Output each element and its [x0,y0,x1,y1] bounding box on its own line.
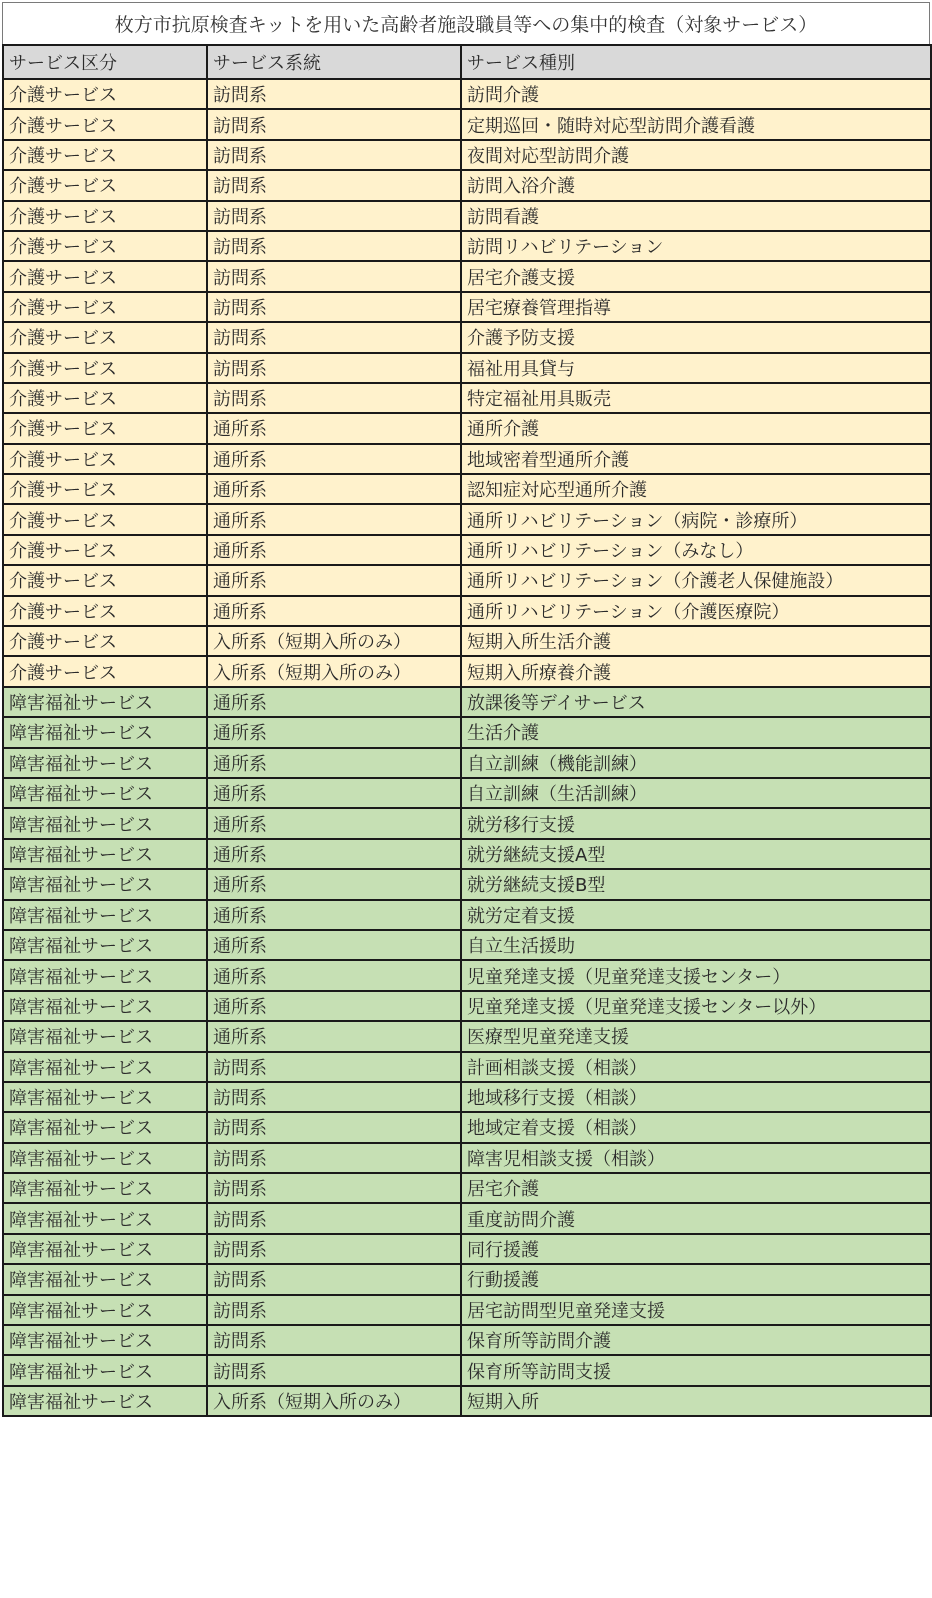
cell-system: 訪問系 [207,1143,461,1173]
cell-system: 通所系 [207,413,461,443]
table-row [3,109,931,139]
cell-type: 就労継続支援A型 [461,839,931,869]
cell-system: 訪問系 [207,1264,461,1294]
table-row [3,1295,931,1325]
cell-type: 訪問看護 [461,201,931,231]
cell-type: 放課後等デイサービス [461,687,931,717]
cell-system: 訪問系 [207,1173,461,1203]
cell-category: 介護サービス [3,535,207,565]
cell-type: 居宅訪問型児童発達支援 [461,1295,931,1325]
table-row [3,565,931,595]
cell-category: 介護サービス [3,353,207,383]
cell-category: 障害福祉サービス [3,687,207,717]
cell-system: 通所系 [207,596,461,626]
cell-system: 訪問系 [207,201,461,231]
table-row [3,808,931,838]
cell-type: 通所リハビリテーション（みなし） [461,535,931,565]
cell-system: 通所系 [207,687,461,717]
cell-category: 障害福祉サービス [3,748,207,778]
table-row [3,991,931,1021]
cell-system: 訪問系 [207,322,461,352]
cell-category: 障害福祉サービス [3,1021,207,1051]
table-row [3,1203,931,1233]
cell-system: 訪問系 [207,1234,461,1264]
cell-category: 障害福祉サービス [3,839,207,869]
table-row [3,413,931,443]
cell-system: 通所系 [207,839,461,869]
cell-system: 訪問系 [207,79,461,109]
cell-type: 地域移行支援（相談） [461,1082,931,1112]
table-row [3,960,931,990]
cell-category: 障害福祉サービス [3,1234,207,1264]
cell-category: 障害福祉サービス [3,1203,207,1233]
cell-type: 地域密着型通所介護 [461,444,931,474]
table-row [3,1264,931,1294]
table-title: 枚方市抗原検査キットを用いた高齢者施設職員等への集中的検査（対象サービス） [2,2,930,44]
cell-category: 障害福祉サービス [3,1052,207,1082]
cell-system: 通所系 [207,717,461,747]
table-row [3,353,931,383]
cell-category: 介護サービス [3,565,207,595]
table-row [3,778,931,808]
cell-type: 夜間対応型訪問介護 [461,140,931,170]
cell-system: 通所系 [207,900,461,930]
table-row [3,1173,931,1203]
cell-category: 介護サービス [3,292,207,322]
cell-system: 訪問系 [207,231,461,261]
cell-type: 行動援護 [461,1264,931,1294]
cell-type: 短期入所療養介護 [461,656,931,686]
cell-category: 介護サービス [3,596,207,626]
cell-category: 介護サービス [3,474,207,504]
cell-category: 介護サービス [3,140,207,170]
cell-category: 介護サービス [3,504,207,534]
cell-system: 訪問系 [207,292,461,322]
cell-type: 通所リハビリテーション（介護医療院） [461,596,931,626]
cell-system: 訪問系 [207,1203,461,1233]
cell-system: 訪問系 [207,1295,461,1325]
cell-category: 障害福祉サービス [3,1386,207,1416]
cell-type: 通所リハビリテーション（病院・診療所） [461,504,931,534]
cell-type: 就労継続支援B型 [461,869,931,899]
table-row [3,474,931,504]
cell-category: 介護サービス [3,79,207,109]
cell-system: 通所系 [207,565,461,595]
cell-type: 児童発達支援（児童発達支援センター以外） [461,991,931,1021]
table-row [3,1386,931,1416]
cell-category: 介護サービス [3,444,207,474]
cell-type: 生活介護 [461,717,931,747]
cell-type: 訪問リハビリテーション [461,231,931,261]
table-row [3,231,931,261]
table-row [3,930,931,960]
cell-category: 障害福祉サービス [3,1355,207,1385]
cell-type: 短期入所生活介護 [461,626,931,656]
table-row [3,656,931,686]
table-row [3,1325,931,1355]
cell-category: 介護サービス [3,413,207,443]
header-row [3,45,931,79]
cell-system: 訪問系 [207,170,461,200]
header-system: サービス系統 [207,45,461,79]
cell-type: 保育所等訪問介護 [461,1325,931,1355]
cell-category: 障害福祉サービス [3,778,207,808]
cell-category: 障害福祉サービス [3,717,207,747]
cell-system: 通所系 [207,991,461,1021]
cell-system: 入所系（短期入所のみ） [207,1386,461,1416]
table-row [3,79,931,109]
cell-category: 介護サービス [3,656,207,686]
cell-type: 訪問介護 [461,79,931,109]
cell-type: 医療型児童発達支援 [461,1021,931,1051]
cell-type: 訪問入浴介護 [461,170,931,200]
cell-type: 通所リハビリテーション（介護老人保健施設） [461,565,931,595]
cell-system: 訪問系 [207,1355,461,1385]
cell-type: 特定福祉用具販売 [461,383,931,413]
cell-system: 通所系 [207,444,461,474]
cell-category: 介護サービス [3,322,207,352]
table-row [3,444,931,474]
cell-category: 障害福祉サービス [3,1295,207,1325]
cell-system: 訪問系 [207,383,461,413]
cell-system: 訪問系 [207,1325,461,1355]
cell-type: 居宅介護 [461,1173,931,1203]
cell-type: 自立訓練（機能訓練） [461,748,931,778]
header-type: サービス種別 [461,45,931,79]
cell-system: 訪問系 [207,1052,461,1082]
cell-category: 介護サービス [3,383,207,413]
cell-type: 地域定着支援（相談） [461,1112,931,1142]
table-row [3,596,931,626]
cell-category: 障害福祉サービス [3,1082,207,1112]
cell-category: 介護サービス [3,201,207,231]
table-row [3,869,931,899]
table-row [3,839,931,869]
cell-system: 通所系 [207,778,461,808]
service-table-sheet [2,2,930,1417]
cell-system: 通所系 [207,960,461,990]
cell-category: 障害福祉サービス [3,1325,207,1355]
cell-category: 障害福祉サービス [3,869,207,899]
cell-system: 通所系 [207,535,461,565]
cell-category: 介護サービス [3,231,207,261]
cell-category: 障害福祉サービス [3,900,207,930]
table-row [3,201,931,231]
cell-system: 訪問系 [207,261,461,291]
table-row [3,170,931,200]
cell-type: 自立訓練（生活訓練） [461,778,931,808]
table-row [3,292,931,322]
table-body [3,79,931,1416]
table-row [3,1355,931,1385]
cell-category: 介護サービス [3,261,207,291]
table-row [3,1112,931,1142]
cell-category: 障害福祉サービス [3,808,207,838]
cell-type: 児童発達支援（児童発達支援センター） [461,960,931,990]
cell-system: 入所系（短期入所のみ） [207,626,461,656]
cell-type: 認知症対応型通所介護 [461,474,931,504]
table-row [3,504,931,534]
cell-type: 障害児相談支援（相談） [461,1143,931,1173]
table-row [3,748,931,778]
header-category: サービス区分 [3,45,207,79]
cell-type: 保育所等訪問支援 [461,1355,931,1385]
cell-type: 定期巡回・随時対応型訪問介護看護 [461,109,931,139]
table-row [3,1052,931,1082]
cell-system: 通所系 [207,1021,461,1051]
cell-system: 訪問系 [207,1112,461,1142]
cell-category: 介護サービス [3,626,207,656]
cell-type: 福祉用具貸与 [461,353,931,383]
cell-type: 通所介護 [461,413,931,443]
cell-system: 通所系 [207,808,461,838]
cell-type: 就労定着支援 [461,900,931,930]
cell-type: 就労移行支援 [461,808,931,838]
table-row [3,1082,931,1112]
table-row [3,322,931,352]
table-row [3,626,931,656]
cell-category: 障害福祉サービス [3,1143,207,1173]
table-row [3,687,931,717]
cell-category: 障害福祉サービス [3,1173,207,1203]
cell-system: 通所系 [207,930,461,960]
cell-category: 障害福祉サービス [3,930,207,960]
table-row [3,1143,931,1173]
cell-system: 通所系 [207,504,461,534]
table-row [3,1234,931,1264]
cell-system: 入所系（短期入所のみ） [207,656,461,686]
cell-type: 居宅療養管理指導 [461,292,931,322]
cell-category: 介護サービス [3,109,207,139]
cell-system: 訪問系 [207,1082,461,1112]
cell-system: 訪問系 [207,109,461,139]
cell-type: 計画相談支援（相談） [461,1052,931,1082]
table-row [3,900,931,930]
cell-category: 介護サービス [3,170,207,200]
cell-category: 障害福祉サービス [3,991,207,1021]
cell-system: 通所系 [207,869,461,899]
cell-type: 介護予防支援 [461,322,931,352]
service-table [2,44,932,1417]
cell-type: 同行援護 [461,1234,931,1264]
cell-system: 訪問系 [207,140,461,170]
cell-system: 通所系 [207,474,461,504]
cell-type: 重度訪問介護 [461,1203,931,1233]
cell-type: 自立生活援助 [461,930,931,960]
table-row [3,535,931,565]
table-row [3,383,931,413]
cell-system: 訪問系 [207,353,461,383]
table-row [3,1021,931,1051]
table-row [3,140,931,170]
table-row [3,717,931,747]
cell-category: 障害福祉サービス [3,1264,207,1294]
cell-type: 居宅介護支援 [461,261,931,291]
cell-system: 通所系 [207,748,461,778]
cell-category: 障害福祉サービス [3,960,207,990]
cell-category: 障害福祉サービス [3,1112,207,1142]
cell-type: 短期入所 [461,1386,931,1416]
table-row [3,261,931,291]
